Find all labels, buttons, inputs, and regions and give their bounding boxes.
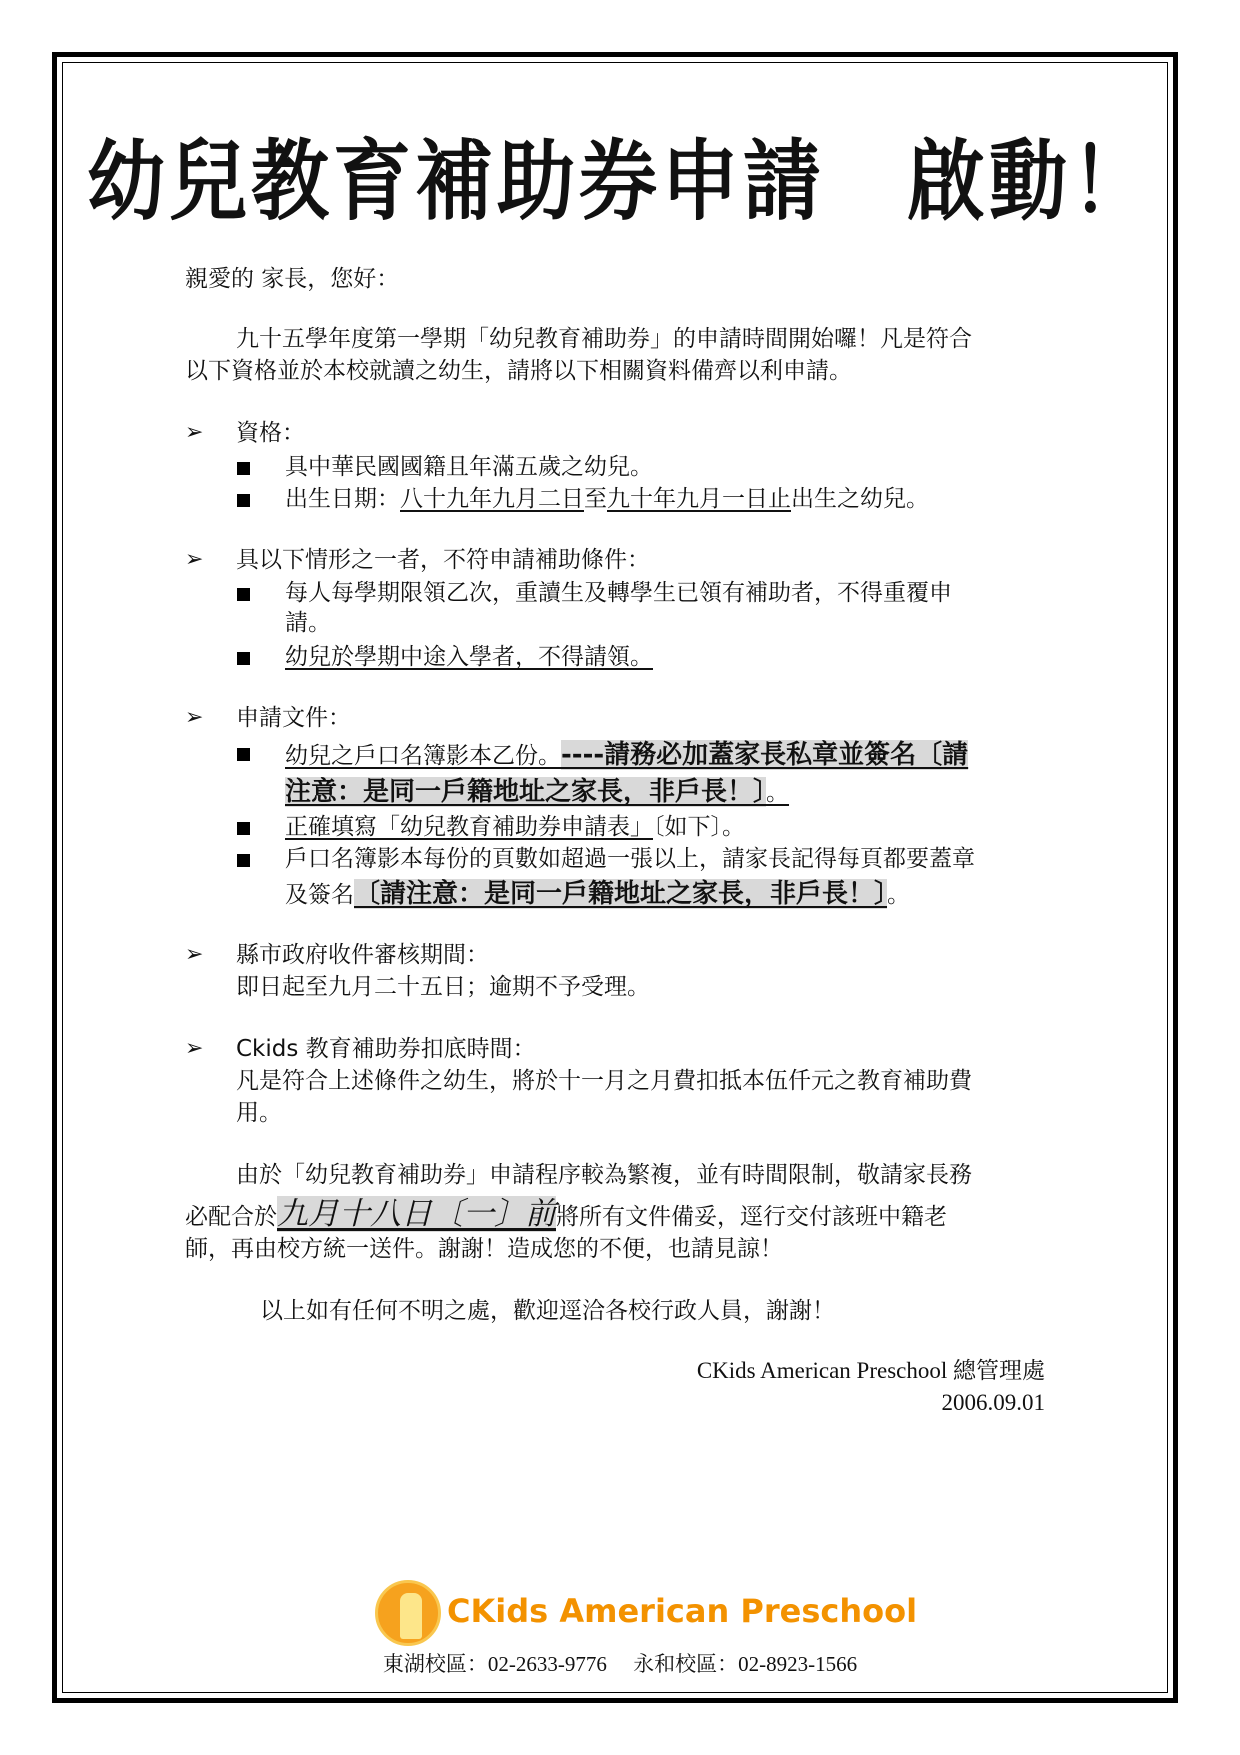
- footer-contact: 東湖校區：02-2633-9776 永和校區：02-8923-1566: [382, 1652, 858, 1676]
- review-heading: 縣市政府收件審核期間：: [236, 942, 489, 968]
- arrow-bullet-icon: ➢: [185, 420, 204, 445]
- ineligible-heading: 具以下情形之一者，不符申請補助條件：: [236, 547, 650, 573]
- intro-line-1: 九十五學年度第一學期「幼兒教育補助券」的申請時間開始囉！凡是符合: [236, 326, 972, 352]
- ineligible-item-1-line-2: 請。: [285, 610, 331, 636]
- documents-item-2: 正確填寫「幼兒教育補助券申請表」〔如下〕。: [285, 814, 745, 840]
- closing-line-3: 師，再由校方統一送件。謝謝！造成您的不便，也請見諒！: [185, 1236, 783, 1262]
- arrow-bullet-icon: ➢: [185, 547, 204, 572]
- intro-line-2: 以下資格並於本校就讀之幼生，請將以下相關資料備齊以利申請。: [185, 358, 852, 384]
- greeting: 親愛的 家長，您好：: [185, 266, 400, 292]
- arrow-bullet-icon: ➢: [185, 942, 204, 967]
- square-bullet-icon: [237, 822, 250, 835]
- logo-figure: [400, 1593, 422, 1639]
- review-body: 即日起至九月二十五日；逾期不予受理。: [236, 974, 650, 1000]
- square-bullet-icon: [237, 494, 250, 507]
- square-bullet-icon: [237, 854, 250, 867]
- qualification-heading: 資格：: [236, 420, 305, 446]
- documents-item-3-line-1: 戶口名簿影本每份的頁數如超過一張以上，請家長記得每頁都要蓋章: [285, 846, 975, 872]
- deduction-line-1: 凡是符合上述條件之幼生，將於十一月之月費扣抵本伍仟元之教育補助費: [236, 1068, 972, 1094]
- documents-item-3-line-2: 及簽名〔請注意：是同一戶籍地址之家長，非戶長！〕。: [285, 879, 911, 909]
- deduction-line-2: 用。: [236, 1100, 282, 1126]
- documents-item-1-line-1: 幼兒之戶口名簿影本乙份。----請務必加蓋家長私章並簽名〔請: [285, 740, 969, 770]
- ineligible-item-1-line-1: 每人每學期限領乙次，重讀生及轉學生已領有補助者，不得重覆申: [285, 580, 952, 606]
- square-bullet-icon: [237, 748, 250, 761]
- closing-line-4: 以上如有任何不明之處，歡迎逕洽各校行政人員，謝謝！: [260, 1298, 835, 1324]
- closing-line-2: 必配合於九月十八日〔一〕前將所有文件備妥，逕行交付該班中籍老: [185, 1196, 947, 1232]
- arrow-bullet-icon: ➢: [185, 705, 204, 730]
- square-bullet-icon: [237, 462, 250, 475]
- qualification-item-1: 具中華民國國籍且年滿五歲之幼兒。: [285, 454, 653, 480]
- logo-text: CKids American Preschool: [447, 1592, 918, 1630]
- signature-org: CKids American Preschool 總管理處: [696, 1358, 1045, 1383]
- square-bullet-icon: [237, 588, 250, 601]
- page-title: 幼兒教育補助券申請 啟動！: [86, 132, 1153, 233]
- documents-heading: 申請文件：: [236, 705, 351, 731]
- arrow-bullet-icon: ➢: [185, 1036, 204, 1061]
- logo-emblem-icon: [375, 1580, 441, 1646]
- signature-date: 2006.09.01: [941, 1390, 1045, 1415]
- qualification-item-2: 出生日期：八十九年九月二日至九十年九月一日止出生之幼兒。: [285, 486, 929, 512]
- ineligible-item-2: 幼兒於學期中途入學者，不得請領。: [285, 644, 653, 670]
- documents-item-1-line-2: 注意：是同一戶籍地址之家長，非戶長！〕。: [285, 777, 790, 807]
- closing-line-1: 由於「幼兒教育補助券」申請程序較為繁複，並有時間限制，敬請家長務: [236, 1162, 972, 1188]
- square-bullet-icon: [237, 652, 250, 665]
- deduction-heading: Ckids 教育補助券扣底時間：: [236, 1036, 536, 1062]
